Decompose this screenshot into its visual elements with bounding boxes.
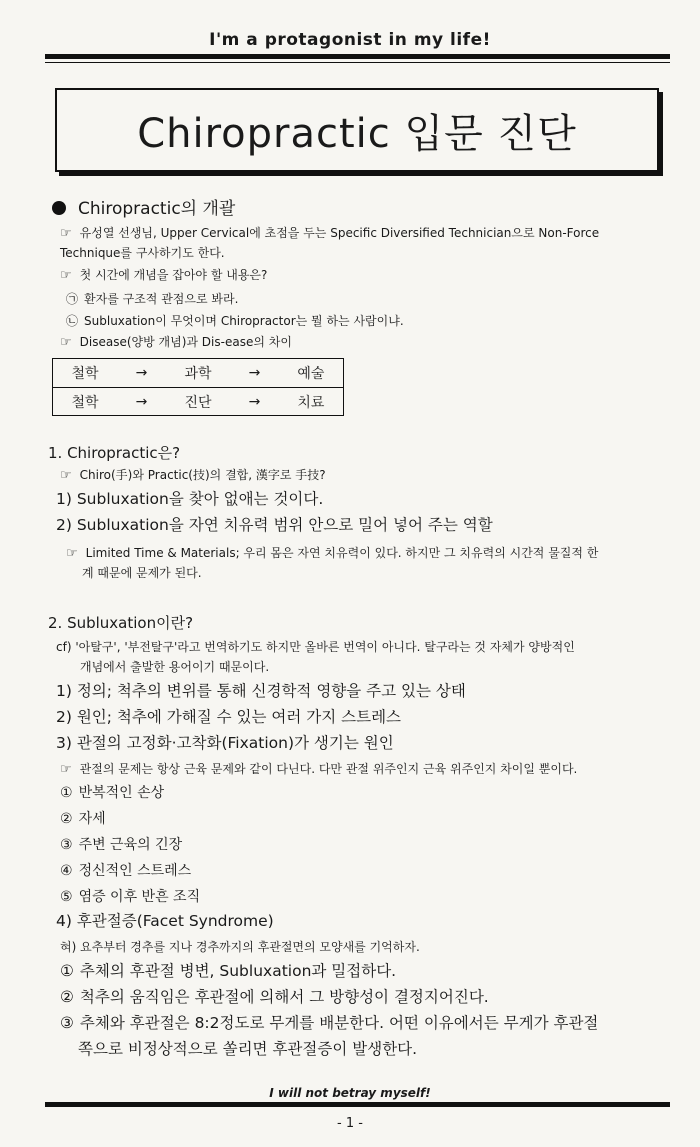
cause-item: [60, 784, 164, 802]
pointing-hand-icon: ☞: [60, 268, 72, 283]
question-line: [60, 266, 267, 285]
flow-cell: 치료: [297, 395, 325, 411]
item-marker: ①: [60, 962, 74, 980]
item-text: 추체의 후관절 병변, Subluxation과 밀접하다.: [79, 962, 397, 980]
item-text: 척추의 움직임은 후관절에 의해서 그 방향성이 결정지어진다.: [79, 988, 489, 1006]
arrow-icon: →: [248, 394, 261, 410]
item-marker: ④: [60, 863, 73, 879]
flow-row: [53, 359, 343, 387]
page-number: - 1 -: [337, 1116, 363, 1131]
cause-item: [60, 810, 106, 828]
pointing-hand-icon: ☞: [60, 226, 72, 241]
definition: 2) 원인; 척추에 가해질 수 있는 여러 가지 스트레스: [56, 708, 402, 726]
intro-text: 유성열 선생님, Upper Cervical에 초점을 두는 Specific Diversified Technician으로 Non-Force: [79, 226, 600, 240]
flow-cell: 진단: [184, 395, 212, 411]
cf-line: cf) '아탈구', '부전탈구'라고 번역하기도 하지만 올바른 번역이 아니다. 탈구라는 것 자체가 양방적인: [56, 640, 575, 654]
facet-item-cont: 쪽으로 비정상적으로 쏠리면 후관절증이 발생한다.: [78, 1040, 418, 1058]
flow-box: [52, 358, 344, 416]
item-text: 염증 이후 반흔 조직: [78, 889, 201, 905]
intro-line-2: [60, 244, 225, 262]
facet-item: [60, 962, 396, 980]
arrow-icon: →: [248, 365, 261, 381]
list-item: [66, 290, 238, 308]
question-text: 첫 시간에 개념을 잡아야 할 내용은?: [79, 268, 268, 282]
item-text: Subluxation이 무엇이며 Chiropractor는 뭘 하는 사람이냐.: [84, 314, 404, 328]
flow-cell: 과학: [184, 366, 212, 382]
item-text: 환자를 구조적 관점으로 봐라.: [84, 292, 239, 306]
cause-item: [60, 836, 182, 854]
footer-motto: I will not betray myself!: [269, 1086, 431, 1100]
item-text: 주변 근육의 긴장: [78, 837, 183, 853]
item-text: 반복적인 손상: [78, 785, 165, 801]
item-marker: ③: [60, 1014, 74, 1032]
item-marker: ㉠: [66, 292, 79, 306]
flow-cell: 철학: [71, 395, 99, 411]
definition: 1) 정의; 척추의 변위를 통해 신경학적 영향을 주고 있는 상태: [56, 682, 466, 700]
disease-text: Disease(양방 개념)과 Dis-ease의 차이: [79, 335, 292, 349]
cf-line-2: 개념에서 출발한 용어이기 때문이다.: [80, 660, 270, 674]
cause-item: [60, 862, 191, 880]
item-marker: ③: [60, 837, 73, 853]
joint-note-text: 관절의 문제는 항상 근육 문제와 같이 다닌다. 다만 관절 위주인지 근육 위주인지 차이일 뿐이다.: [79, 762, 578, 776]
item-text: 자세: [78, 811, 106, 827]
item-text: 정신적인 스트레스: [78, 863, 192, 879]
part1-point: 2) Subluxation을 자연 치유력 범위 안으로 밀어 넣어 주는 역할: [56, 516, 493, 534]
bullet-icon: [52, 201, 66, 215]
definition: 4) 후관절증(Facet Syndrome): [56, 912, 274, 930]
section-heading-text: Chiropractic의 개괄: [78, 199, 236, 219]
header-rule-thin: [45, 62, 670, 63]
part1-note: [60, 466, 326, 485]
flow-row: [53, 387, 343, 416]
part1-point: 1) Subluxation을 찾아 없애는 것이다.: [56, 490, 324, 508]
section-heading: [52, 194, 235, 219]
page-title: Chiropractic 입문 진단: [137, 110, 577, 157]
part1-note2-cont: 계 때문에 문제가 된다.: [82, 566, 202, 580]
intro-text-2: Technique를 구사하기도 한다.: [60, 246, 225, 260]
pointing-hand-icon: ☞: [66, 546, 78, 561]
facet-item: [60, 1014, 598, 1032]
pointing-hand-icon: ☞: [60, 468, 72, 483]
item-marker: ㉡: [66, 314, 79, 328]
definition: 3) 관절의 고정화·고착화(Fixation)가 생기는 원인: [56, 734, 394, 752]
item-marker: ①: [60, 785, 73, 801]
part1-note-text: Chiro(手)와 Practic(技)의 결합, 漢字로 手技?: [79, 468, 326, 482]
joint-note: [60, 760, 577, 779]
pointing-hand-icon: ☞: [60, 335, 72, 350]
part1-heading: 1. Chiropractic은?: [48, 444, 181, 462]
arrow-icon: →: [135, 365, 148, 381]
arrow-icon: →: [135, 394, 148, 410]
footer-rule: [45, 1102, 670, 1107]
part1-note2-text: Limited Time & Materials; 우리 몸은 자연 치유력이 있다. 하지만 그 치유력의 시간적 물질적 한: [85, 546, 599, 560]
facet-item: [60, 988, 489, 1006]
flow-cell: 철학: [71, 366, 99, 382]
part2-heading: 2. Subluxation이란?: [48, 614, 194, 632]
title-box: [55, 88, 659, 172]
list-item: [66, 312, 404, 330]
cause-item: [60, 888, 200, 906]
header-motto: I'm a protagonist in my life!: [209, 30, 491, 50]
facet-note: 혀) 요추부터 경추를 지나 경추까지의 후관절면의 모양새를 기억하자.: [60, 940, 420, 954]
pointing-hand-icon: ☞: [60, 762, 72, 777]
item-marker: ⑤: [60, 889, 73, 905]
disease-line: [60, 333, 292, 352]
part1-note2: [66, 544, 598, 563]
item-marker: ②: [60, 988, 74, 1006]
header-rule: [45, 54, 670, 59]
item-text: 추체와 후관절은 8:2정도로 무게를 배분한다. 어떤 이유에서든 무게가 후관절: [79, 1014, 599, 1032]
flow-cell: 예술: [297, 366, 325, 382]
intro-line: [60, 224, 599, 243]
item-marker: ②: [60, 811, 73, 827]
